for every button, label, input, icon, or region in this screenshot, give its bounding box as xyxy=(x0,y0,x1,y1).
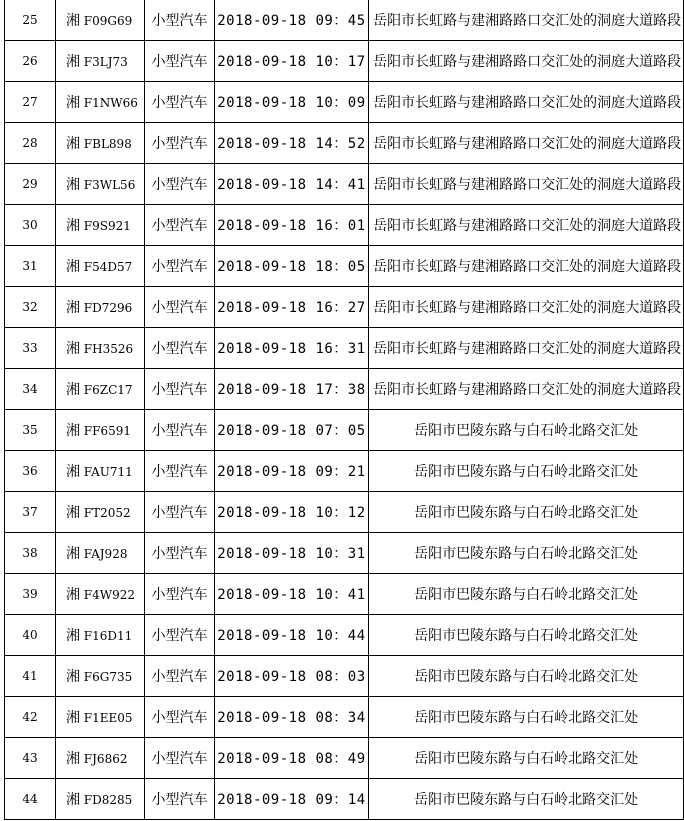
table-row xyxy=(5,41,684,82)
table-row xyxy=(5,656,684,697)
violation-location-cell: 岳阳市长虹路与建湘路路口交汇处的洞庭大道路段 xyxy=(369,369,684,410)
table-row xyxy=(5,123,684,164)
vehicle-type-cell: 小型汽车 xyxy=(145,328,215,369)
violation-location-cell: 岳阳市长虹路与建湘路路口交汇处的洞庭大道路段 xyxy=(369,82,684,123)
table-row xyxy=(5,533,684,574)
table-row xyxy=(5,246,684,287)
plate-cell xyxy=(55,41,144,82)
vehicle-type-cell: 小型汽车 xyxy=(145,492,215,533)
vehicle-type-cell: 小型汽车 xyxy=(145,615,215,656)
vehicle-type-cell: 小型汽车 xyxy=(145,369,215,410)
plate-province: 湘 xyxy=(65,423,80,439)
violation-time-cell: 2018-09-18 14：52 xyxy=(214,123,368,164)
row-number-cell: 39 xyxy=(5,574,56,615)
plate-cell xyxy=(55,574,144,615)
plate-province: 湘 xyxy=(65,13,80,29)
table-row xyxy=(5,164,684,205)
row-number-cell: 38 xyxy=(5,533,56,574)
violation-time-cell: 2018-09-18 16：27 xyxy=(214,287,368,328)
violation-location-cell: 岳阳市巴陵东路与白石岭北路交汇处 xyxy=(369,533,684,574)
plate-cell xyxy=(55,287,144,328)
plate-cell xyxy=(55,533,144,574)
violation-time-cell: 2018-09-18 09：14 xyxy=(214,779,368,820)
plate-cell xyxy=(55,656,144,697)
table-row xyxy=(5,369,684,410)
plate-number: F3WL56 xyxy=(83,178,136,192)
violation-time-cell: 2018-09-18 09：45 xyxy=(214,0,368,41)
plate-cell xyxy=(55,205,144,246)
plate-province: 湘 xyxy=(65,710,80,726)
plate-province: 湘 xyxy=(65,341,80,357)
row-number-cell: 30 xyxy=(5,205,56,246)
row-number-cell: 34 xyxy=(5,369,56,410)
table-row xyxy=(5,205,684,246)
violation-location-cell: 岳阳市巴陵东路与白石岭北路交汇处 xyxy=(369,615,684,656)
table-row xyxy=(5,328,684,369)
table-row xyxy=(5,82,684,123)
row-number-cell: 31 xyxy=(5,246,56,287)
violation-time-cell: 2018-09-18 14：41 xyxy=(214,164,368,205)
row-number-cell: 26 xyxy=(5,41,56,82)
row-number-cell: 28 xyxy=(5,123,56,164)
vehicle-type-cell: 小型汽车 xyxy=(145,451,215,492)
plate-number: FF6591 xyxy=(83,424,131,438)
plate-province: 湘 xyxy=(65,669,80,685)
vehicle-type-cell: 小型汽车 xyxy=(145,0,215,41)
plate-number: F54D57 xyxy=(83,260,133,274)
plate-number: F6ZC17 xyxy=(83,383,133,397)
plate-number: F9S921 xyxy=(83,219,131,233)
vehicle-type-cell: 小型汽车 xyxy=(145,574,215,615)
violation-time-cell: 2018-09-18 08：03 xyxy=(214,656,368,697)
plate-province: 湘 xyxy=(65,54,80,70)
violation-location-cell: 岳阳市巴陵东路与白石岭北路交汇处 xyxy=(369,492,684,533)
plate-number: FAJ928 xyxy=(83,547,128,561)
violation-time-cell: 2018-09-18 10：09 xyxy=(214,82,368,123)
row-number-cell: 35 xyxy=(5,410,56,451)
vehicle-type-cell: 小型汽车 xyxy=(145,41,215,82)
plate-province: 湘 xyxy=(65,792,80,808)
violation-location-cell: 岳阳市巴陵东路与白石岭北路交汇处 xyxy=(369,697,684,738)
plate-province: 湘 xyxy=(65,300,80,316)
plate-cell xyxy=(55,328,144,369)
violation-time-cell: 2018-09-18 09：21 xyxy=(214,451,368,492)
violation-location-cell: 岳阳市巴陵东路与白石岭北路交汇处 xyxy=(369,451,684,492)
violation-location-cell: 岳阳市巴陵东路与白石岭北路交汇处 xyxy=(369,574,684,615)
row-number-cell: 42 xyxy=(5,697,56,738)
violation-time-cell: 2018-09-18 18：05 xyxy=(214,246,368,287)
table-row xyxy=(5,451,684,492)
vehicle-type-cell: 小型汽车 xyxy=(145,246,215,287)
violation-time-cell: 2018-09-18 10：44 xyxy=(214,615,368,656)
plate-number: F1EE05 xyxy=(83,711,133,725)
row-number-cell: 33 xyxy=(5,328,56,369)
plate-number: FD8285 xyxy=(83,793,133,807)
violation-location-cell: 岳阳市长虹路与建湘路路口交汇处的洞庭大道路段 xyxy=(369,123,684,164)
table-row xyxy=(5,287,684,328)
violation-table xyxy=(4,0,684,820)
row-number-cell: 44 xyxy=(5,779,56,820)
plate-cell xyxy=(55,410,144,451)
vehicle-type-cell: 小型汽车 xyxy=(145,656,215,697)
table-row xyxy=(5,738,684,779)
violation-time-cell: 2018-09-18 08：49 xyxy=(214,738,368,779)
violation-location-cell: 岳阳市长虹路与建湘路路口交汇处的洞庭大道路段 xyxy=(369,287,684,328)
table-row xyxy=(5,0,684,41)
table-row xyxy=(5,492,684,533)
violation-time-cell: 2018-09-18 16：31 xyxy=(214,328,368,369)
table-row xyxy=(5,410,684,451)
plate-cell xyxy=(55,369,144,410)
violation-time-cell: 2018-09-18 10：12 xyxy=(214,492,368,533)
plate-province: 湘 xyxy=(65,136,80,152)
violation-time-cell: 2018-09-18 08：34 xyxy=(214,697,368,738)
violation-location-cell: 岳阳市长虹路与建湘路路口交汇处的洞庭大道路段 xyxy=(369,246,684,287)
plate-number: F6G735 xyxy=(83,670,133,684)
vehicle-type-cell: 小型汽车 xyxy=(145,410,215,451)
vehicle-type-cell: 小型汽车 xyxy=(145,82,215,123)
vehicle-type-cell: 小型汽车 xyxy=(145,123,215,164)
plate-province: 湘 xyxy=(65,628,80,644)
plate-province: 湘 xyxy=(65,218,80,234)
plate-cell xyxy=(55,82,144,123)
plate-cell xyxy=(55,0,144,41)
vehicle-type-cell: 小型汽车 xyxy=(145,533,215,574)
violation-location-cell: 岳阳市长虹路与建湘路路口交汇处的洞庭大道路段 xyxy=(369,205,684,246)
plate-number: FAU711 xyxy=(83,465,133,479)
row-number-cell: 27 xyxy=(5,82,56,123)
vehicle-type-cell: 小型汽车 xyxy=(145,205,215,246)
plate-number: FH3526 xyxy=(83,342,134,356)
plate-cell xyxy=(55,615,144,656)
violation-location-cell: 岳阳市长虹路与建湘路路口交汇处的洞庭大道路段 xyxy=(369,0,684,41)
violation-location-cell: 岳阳市巴陵东路与白石岭北路交汇处 xyxy=(369,738,684,779)
table-row xyxy=(5,615,684,656)
plate-number: FJ6862 xyxy=(83,752,128,766)
plate-cell xyxy=(55,738,144,779)
plate-province: 湘 xyxy=(65,751,80,767)
violation-time-cell: 2018-09-18 10：41 xyxy=(214,574,368,615)
row-number-cell: 40 xyxy=(5,615,56,656)
vehicle-type-cell: 小型汽车 xyxy=(145,287,215,328)
plate-number: F1NW66 xyxy=(83,96,138,110)
vehicle-type-cell: 小型汽车 xyxy=(145,164,215,205)
plate-number: F16D11 xyxy=(83,629,133,643)
vehicle-type-cell: 小型汽车 xyxy=(145,697,215,738)
violation-time-cell: 2018-09-18 16：01 xyxy=(214,205,368,246)
vehicle-type-cell: 小型汽车 xyxy=(145,738,215,779)
vehicle-type-cell: 小型汽车 xyxy=(145,779,215,820)
plate-cell xyxy=(55,123,144,164)
plate-province: 湘 xyxy=(65,177,80,193)
violation-location-cell: 岳阳市巴陵东路与白石岭北路交汇处 xyxy=(369,779,684,820)
row-number-cell: 43 xyxy=(5,738,56,779)
violation-location-cell: 岳阳市长虹路与建湘路路口交汇处的洞庭大道路段 xyxy=(369,328,684,369)
plate-cell xyxy=(55,492,144,533)
plate-number: F4W922 xyxy=(83,588,135,602)
table-row xyxy=(5,697,684,738)
plate-number: FD7296 xyxy=(83,301,133,315)
violation-time-cell: 2018-09-18 10：17 xyxy=(214,41,368,82)
plate-province: 湘 xyxy=(65,464,80,480)
plate-cell xyxy=(55,451,144,492)
plate-province: 湘 xyxy=(65,95,80,111)
violation-location-cell: 岳阳市长虹路与建湘路路口交汇处的洞庭大道路段 xyxy=(369,41,684,82)
violation-time-cell: 2018-09-18 07：05 xyxy=(214,410,368,451)
plate-number: F3LJ73 xyxy=(83,55,128,69)
row-number-cell: 41 xyxy=(5,656,56,697)
plate-province: 湘 xyxy=(65,505,80,521)
plate-number: FBL898 xyxy=(83,137,132,151)
table-row xyxy=(5,574,684,615)
plate-cell xyxy=(55,697,144,738)
row-number-cell: 25 xyxy=(5,0,56,41)
plate-province: 湘 xyxy=(65,587,80,603)
plate-province: 湘 xyxy=(65,259,80,275)
plate-cell xyxy=(55,779,144,820)
violation-location-cell: 岳阳市巴陵东路与白石岭北路交汇处 xyxy=(369,410,684,451)
table-row xyxy=(5,779,684,820)
violation-location-cell: 岳阳市长虹路与建湘路路口交汇处的洞庭大道路段 xyxy=(369,164,684,205)
plate-number: F09G69 xyxy=(83,14,133,28)
plate-province: 湘 xyxy=(65,546,80,562)
row-number-cell: 29 xyxy=(5,164,56,205)
row-number-cell: 36 xyxy=(5,451,56,492)
violation-location-cell: 岳阳市巴陵东路与白石岭北路交汇处 xyxy=(369,656,684,697)
row-number-cell: 37 xyxy=(5,492,56,533)
row-number-cell: 32 xyxy=(5,287,56,328)
violation-time-cell: 2018-09-18 10：31 xyxy=(214,533,368,574)
plate-province: 湘 xyxy=(65,382,80,398)
plate-cell xyxy=(55,164,144,205)
violation-table-body xyxy=(5,0,684,820)
violation-time-cell: 2018-09-18 17：38 xyxy=(214,369,368,410)
plate-number: FT2052 xyxy=(83,506,131,520)
plate-cell xyxy=(55,246,144,287)
